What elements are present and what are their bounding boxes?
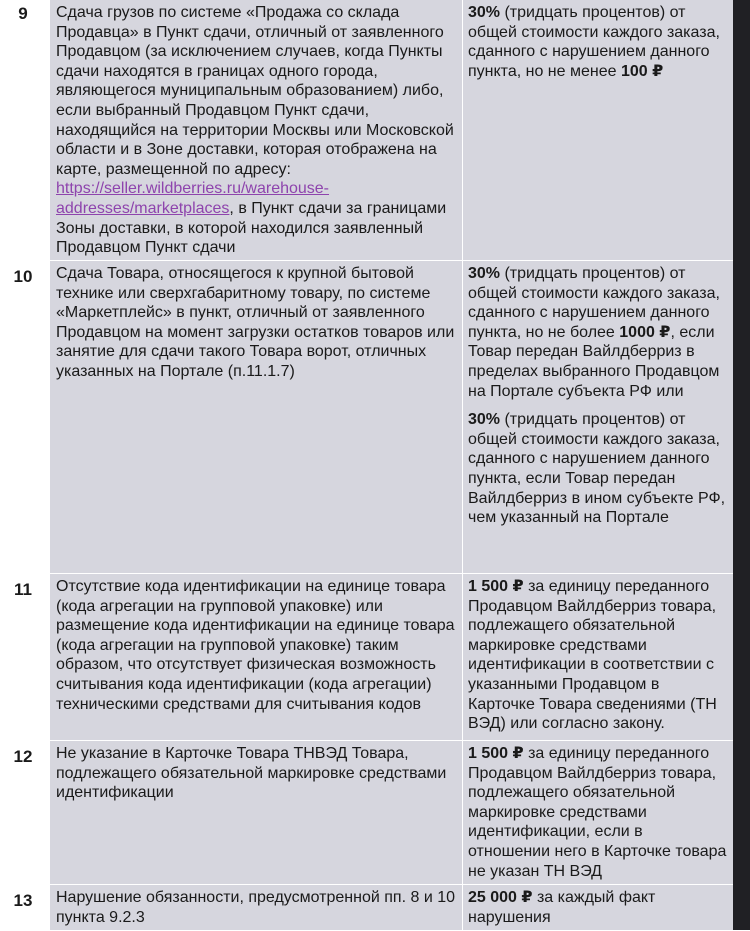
row-number: 9 bbox=[0, 0, 46, 260]
description-text: , в Пункт сдачи за границами Зоны доставки, в которой находился заявленный Продавцом Пункт сдачи bbox=[56, 199, 447, 257]
penalty-amount: 1000 ₽ bbox=[619, 323, 671, 341]
penalty-amount: 30% bbox=[468, 265, 501, 282]
row-number: 12 bbox=[0, 741, 46, 884]
penalty-text: за единицу переданного Продавцом Вайлдберриз товара, подлежащего обязательной маркировке средствами идентификации в соответствии с указанными Продавцом в Карточке Товара сведениями (ТН ВЭД) или согласно закону. bbox=[468, 578, 717, 733]
violation-description bbox=[50, 0, 462, 260]
violation-description bbox=[50, 261, 462, 573]
violation-description bbox=[50, 885, 462, 930]
warehouse-addresses-link[interactable]: https://seller.wildberries.ru/warehouse-addresses/marketplaces bbox=[56, 180, 330, 217]
penalty-text: (тридцать процентов) от общей стоимости каждого заказа, сданного с нарушением данного пункта, если Товар передан Вайлдберриз в ином субъекте РФ, чем указанный на Портале bbox=[468, 411, 726, 527]
table-row bbox=[0, 261, 750, 574]
penalty-option bbox=[468, 410, 728, 528]
table-row bbox=[0, 885, 750, 931]
penalty-amount: 30% bbox=[468, 4, 501, 21]
penalty-text: за каждый факт нарушения bbox=[468, 889, 656, 926]
table-row bbox=[0, 574, 750, 741]
row-number: 11 bbox=[0, 574, 46, 740]
penalty-amount: 1 500 ₽ bbox=[468, 745, 524, 762]
row-number: 10 bbox=[0, 261, 46, 573]
description-text: Нарушение обязанности, предусмотренной пп. 8 и 10 пункта 9.2.3 bbox=[56, 889, 455, 926]
description-text: Сдача Товара, относящегося к крупной бытовой технике или сверхгабаритному товару, по системе «Маркетплейс» в пункт, отличный от заявленного Продавцом на момент загрузки остатков товаров или занятие для сдачи такого Товара ворот, отличных указанных на Портале (п.11.1.7) bbox=[56, 265, 455, 380]
penalty-description bbox=[463, 0, 733, 260]
penalty-text: , если Товар передан Вайлдберриз в пределах выбранного Продавцом на Портале субъекта РФ или bbox=[468, 323, 720, 400]
penalty-amount: 100 ₽ bbox=[620, 62, 664, 80]
penalty-amount: 25 000 ₽ bbox=[468, 889, 533, 906]
penalty-description bbox=[463, 574, 733, 740]
penalty-description bbox=[463, 261, 733, 573]
penalty-amount: 30% bbox=[468, 411, 501, 429]
screen-edge bbox=[733, 0, 750, 930]
table-row bbox=[0, 0, 750, 261]
penalty-text: за единицу переданного Продавцом Вайлдберриз товара, подлежащего обязательной маркировке средствами идентификации, если в отношении него в Карточке товара не указан ТН ВЭД bbox=[468, 745, 727, 880]
violation-description bbox=[50, 741, 462, 884]
penalty-description bbox=[463, 885, 733, 930]
row-number: 13 bbox=[0, 885, 46, 930]
violation-description bbox=[50, 574, 462, 740]
penalty-text: (тридцать процентов) от общей стоимости каждого заказа, сданного с нарушением данного пункта, но не менее bbox=[468, 4, 720, 80]
description-text: Сдача грузов по системе «Продажа со склада Продавца» в Пункт сдачи, отличный от заявленного Продавцом (за исключением случаев, когда Пункты сдачи находятся в границах одного города, являющегося муниципальным образованием) либо, если выбранный Продавцом Пункт сдачи, находящийся на территории Москвы или Московской области и в Зоне доставки, которая отображена на карте, размещенной по адресу: bbox=[56, 4, 454, 178]
description-text: Отсутствие кода идентификации на единице товара (кода агрегации на групповой упаковке) или размещение кода идентификации на единице товара (кода агрегации на групповой упаковке) таким образом, что отсутствует физическая возможность считывания кода идентификации (кода агрегации) техническими средствами для считывания кодов bbox=[56, 578, 455, 713]
table-row bbox=[0, 741, 750, 885]
penalty-option bbox=[468, 264, 728, 401]
penalty-amount: 1 500 ₽ bbox=[468, 578, 524, 595]
penalty-description bbox=[463, 741, 733, 884]
description-text: Не указание в Карточке Товара ТНВЭД Товара, подлежащего обязательной маркировке средствами идентификации bbox=[56, 745, 447, 802]
penalty-text: (тридцать процентов) от общей стоимости каждого заказа, сданного с нарушением данного пункта, но не более bbox=[468, 265, 720, 341]
